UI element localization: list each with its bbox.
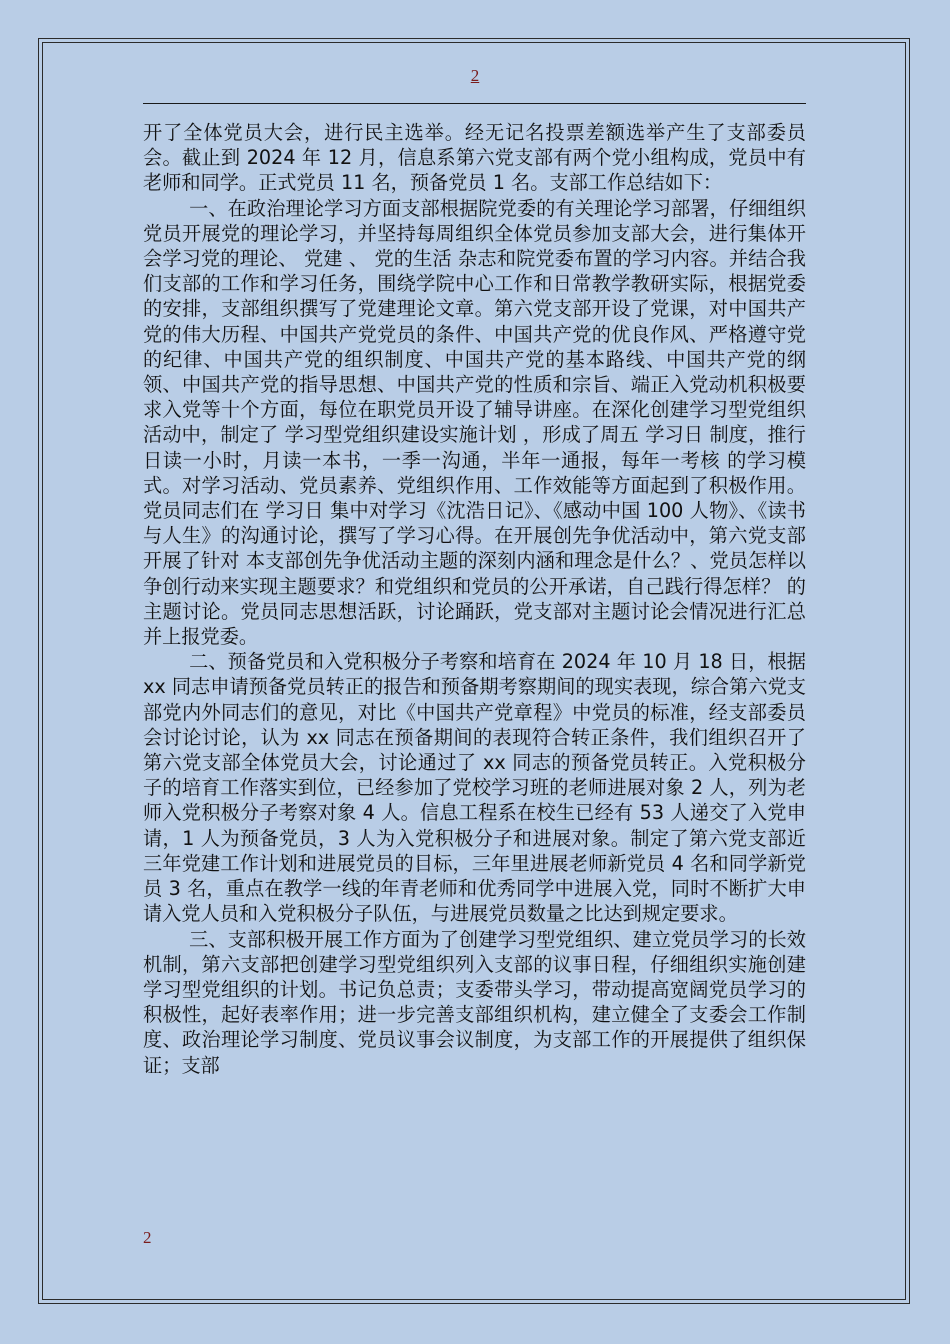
header-page-number: 2: [470, 66, 480, 85]
body-paragraph-4: 三、支部积极开展工作方面为了创建学习型党组织、建立党员学习的长效机制，第六支部把创建学习型党组织列入支部的议事日程，仔细组织实施创建学习型党组织的计划。书记负总责；支委带头学习，带动提高宽阔党员学习的积极性，起好表率作用；进一步完善支部组织机构，建立健全了支委会工作制度、政治理论学习制度、党员议事会议制度，为支部工作的开展提供了组织保证；支部: [143, 927, 806, 1077]
header-divider: [143, 103, 806, 104]
document-body: [143, 120, 806, 1078]
footer-page-number: 2: [143, 1228, 152, 1247]
body-paragraph-3: 二、预备党员和入党积极分子考察和培育在 2024 年 10 月 18 日，根据 xx 同志申请预备党员转正的报告和预备期考察期间的现实表现，综合第六党支部党内外同志们的意见，对比《中国共产党章程》中党员的标准，经支部委员会讨论讨论，认为 xx 同志在预备期间的表现符合转正条件，我们组织召开了第六党支部全体党员大会，讨论通过了 xx 同志的预备党员转正。入党积极分子的培育工作落实到位，已经参加了党校学习班的老师进展对象 2 人，列为老师入党积极分子考察对象 4 人。信息工程系在校生已经有 53 人递交了入党申请，1 人为预备党员，3 人为入党积极分子和进展对象。制定了第六党支部近三年党建工作计划和进展党员的目标，三年里进展老师新党员 4 名和同学新党员 3 名，重点在教学一线的年青老师和优秀同学中进展入党，同时不断扩大申请入党人员和入党积极分子队伍，与进展党员数量之比达到规定要求。: [143, 650, 806, 926]
body-paragraph-1: 开了全体党员大会，进行民主选举。经无记名投票差额选举产生了支部委员会。截止到 2024 年 12 月，信息系第六党支部有两个党小组构成，党员中有老师和同学。正式党员 11 名，预备党员 1 名。支部工作总结如下：: [143, 121, 806, 195]
body-paragraph-2: 一、在政治理论学习方面支部根据院党委的有关理论学习部署，仔细组织党员开展党的理论学习，并坚持每周组织全体党员参加支部大会，进行集体开会学习党的理论、 党建 、 党的生活 杂志和院党委布置的学习内容。并结合我们支部的工作和学习任务，围绕学院中心工作和日常教学教研实际，根据党委的安排，支部组织撰写了党建理论文章。第六党支部开设了党课，对中国共产党的伟大历程、中国共产党党员的条件、中国共产党的优良作风、严格遵守党的纪律、中国共产党的组织制度、中国共产党的基本路线、中国共产党的纲领、中国共产党的指导思想、中国共产党的性质和宗旨、端正入党动机积极要求入党等十个方面，每位在职党员开设了辅导讲座。在深化创建学习型党组织活动中，制定了 学习型党组织建设实施计划 ，形成了周五 学习日 制度，推行 日读一小时，月读一本书，一季一沟通，半年一通报，每年一考核 的学习模式。对学习活动、党员素养、党组织作用、工作效能等方面起到了积极作用。党员同志们在 学习日 集中对学习《沈浩日记》、《感动中国 100 人物》、《读书与人生》的沟通讨论，撰写了学习心得。在开展创先争优活动中，第六党支部开展了针对 本支部创先争优活动主题的深刻内涵和理念是什么？、党员怎样以争创行动来实现主题要求？和党组织和党员的公开承诺，自己践行得怎样？ 的主题讨论。党员同志思想活跃，讨论踊跃，党支部对主题讨论会情况进行汇总并上报党委。: [143, 196, 806, 649]
